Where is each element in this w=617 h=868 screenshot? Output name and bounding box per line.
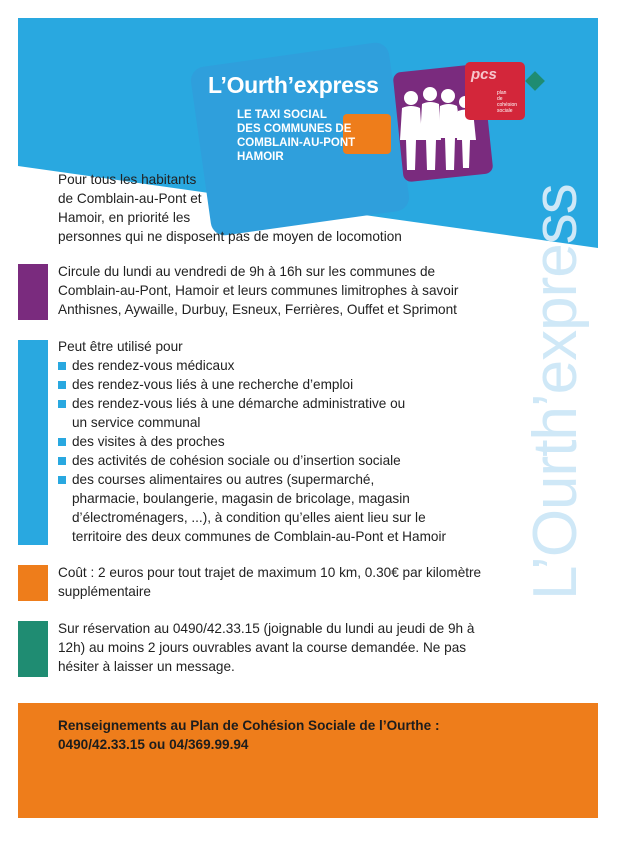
cost-line: supplémentaire: [58, 584, 151, 599]
list-item-line: des rendez-vous médicaux: [72, 358, 235, 373]
pcs-logo-letters: pcs: [471, 66, 497, 83]
reservation-text: [58, 619, 474, 676]
list-item: [58, 470, 528, 546]
pcs-logo: [465, 62, 525, 120]
vertical-brand-watermark: L’Ourth’express: [521, 184, 590, 600]
schedule-line: Circule du lundi au vendredi de 9h à 16h sur les communes de: [58, 264, 436, 279]
brand-subtitle-line: HAMOIR: [237, 151, 284, 163]
intro-line: personnes qui ne disposent pas de moyen de locomotion: [58, 229, 402, 244]
schedule-line: Comblain-au-Pont, Hamoir et leurs communes limitrophes à savoir: [58, 283, 459, 298]
pcs-caption-line: sociale: [497, 108, 513, 114]
cost-color-bar: [18, 565, 48, 601]
contact-footer: [18, 703, 598, 818]
cost-text: [58, 563, 481, 601]
list-item: [58, 356, 528, 375]
uses-list: [58, 356, 528, 546]
pcs-caption-line: plan: [497, 90, 507, 96]
brand-subtitle-line: COMBLAIN-AU-PONT: [237, 137, 356, 149]
reservation-line: hésiter à laisser un message.: [58, 659, 235, 674]
brand-subtitle: [237, 108, 355, 164]
pcs-caption-line: cohésion: [497, 102, 518, 108]
list-item-line: des rendez-vous liés à une recherche d’emploi: [72, 377, 354, 392]
list-item-line: des visites à des proches: [72, 434, 225, 449]
bullet-square: [58, 381, 66, 389]
reservation-line: 12h) au moins 2 jours ouvrables avant la course demandée. Ne pas: [58, 640, 467, 655]
schedule-line: Anthisnes, Aywaille, Durbuy, Esneux, Ferrières, Ouffet et Sprimont: [58, 302, 457, 317]
brand-subtitle-line: LE TAXI SOCIAL: [237, 109, 327, 121]
list-item-line: des activités de cohésion sociale ou d’insertion sociale: [72, 453, 401, 468]
intro-text: [58, 170, 402, 246]
uses-heading: Peut être utilisé pour: [58, 339, 183, 354]
contact-line: 0490/42.33.15 ou 04/369.99.94: [58, 737, 249, 752]
uses-section: [58, 337, 528, 546]
schedule-color-bar: [18, 264, 48, 320]
contact-line: Renseignements au Plan de Cohésion Sociale de l’Ourthe :: [58, 718, 440, 733]
bullet-square: [58, 400, 66, 408]
list-item-line: des courses alimentaires ou autres (supermarché,: [72, 472, 375, 487]
pcs-caption-line: de: [497, 96, 503, 102]
schedule-text: [58, 262, 458, 319]
pcs-logo-caption: [497, 90, 517, 114]
intro-line: de Comblain-au-Pont et: [58, 191, 202, 206]
brand-subtitle-line: DES COMMUNES DE: [237, 123, 352, 135]
bullet-square: [58, 362, 66, 370]
bullet-square: [58, 457, 66, 465]
reservation-line: Sur réservation au 0490/42.33.15 (joignable du lundi au jeudi de 9h à: [58, 621, 475, 636]
intro-line: Pour tous les habitants: [58, 172, 197, 187]
reservation-color-bar: [18, 621, 48, 677]
list-item-line: d’électroménagers, ...), à condition qu’elles aient lieu sur le: [72, 510, 426, 525]
list-item-line: territoire des deux communes de Comblain-au-Pont et Hamoir: [72, 529, 446, 544]
contact-text: [58, 716, 439, 754]
list-item: [58, 432, 528, 451]
list-item-line: des rendez-vous liés à une démarche administrative ou: [72, 396, 406, 411]
list-item-line: pharmacie, boulangerie, magasin de bricolage, magasin: [72, 491, 410, 506]
list-item-line: un service communal: [72, 415, 201, 430]
intro-line: Hamoir, en priorité les: [58, 210, 191, 225]
list-item: [58, 394, 528, 432]
bullet-square: [58, 476, 66, 484]
list-item: [58, 451, 528, 470]
brand-title: L’Ourth’express: [208, 72, 379, 98]
cost-line: Coût : 2 euros pour tout trajet de maximum 10 km, 0.30€ par kilomètre: [58, 565, 482, 580]
list-item: [58, 375, 528, 394]
bullet-square: [58, 438, 66, 446]
uses-color-bar: [18, 340, 48, 545]
